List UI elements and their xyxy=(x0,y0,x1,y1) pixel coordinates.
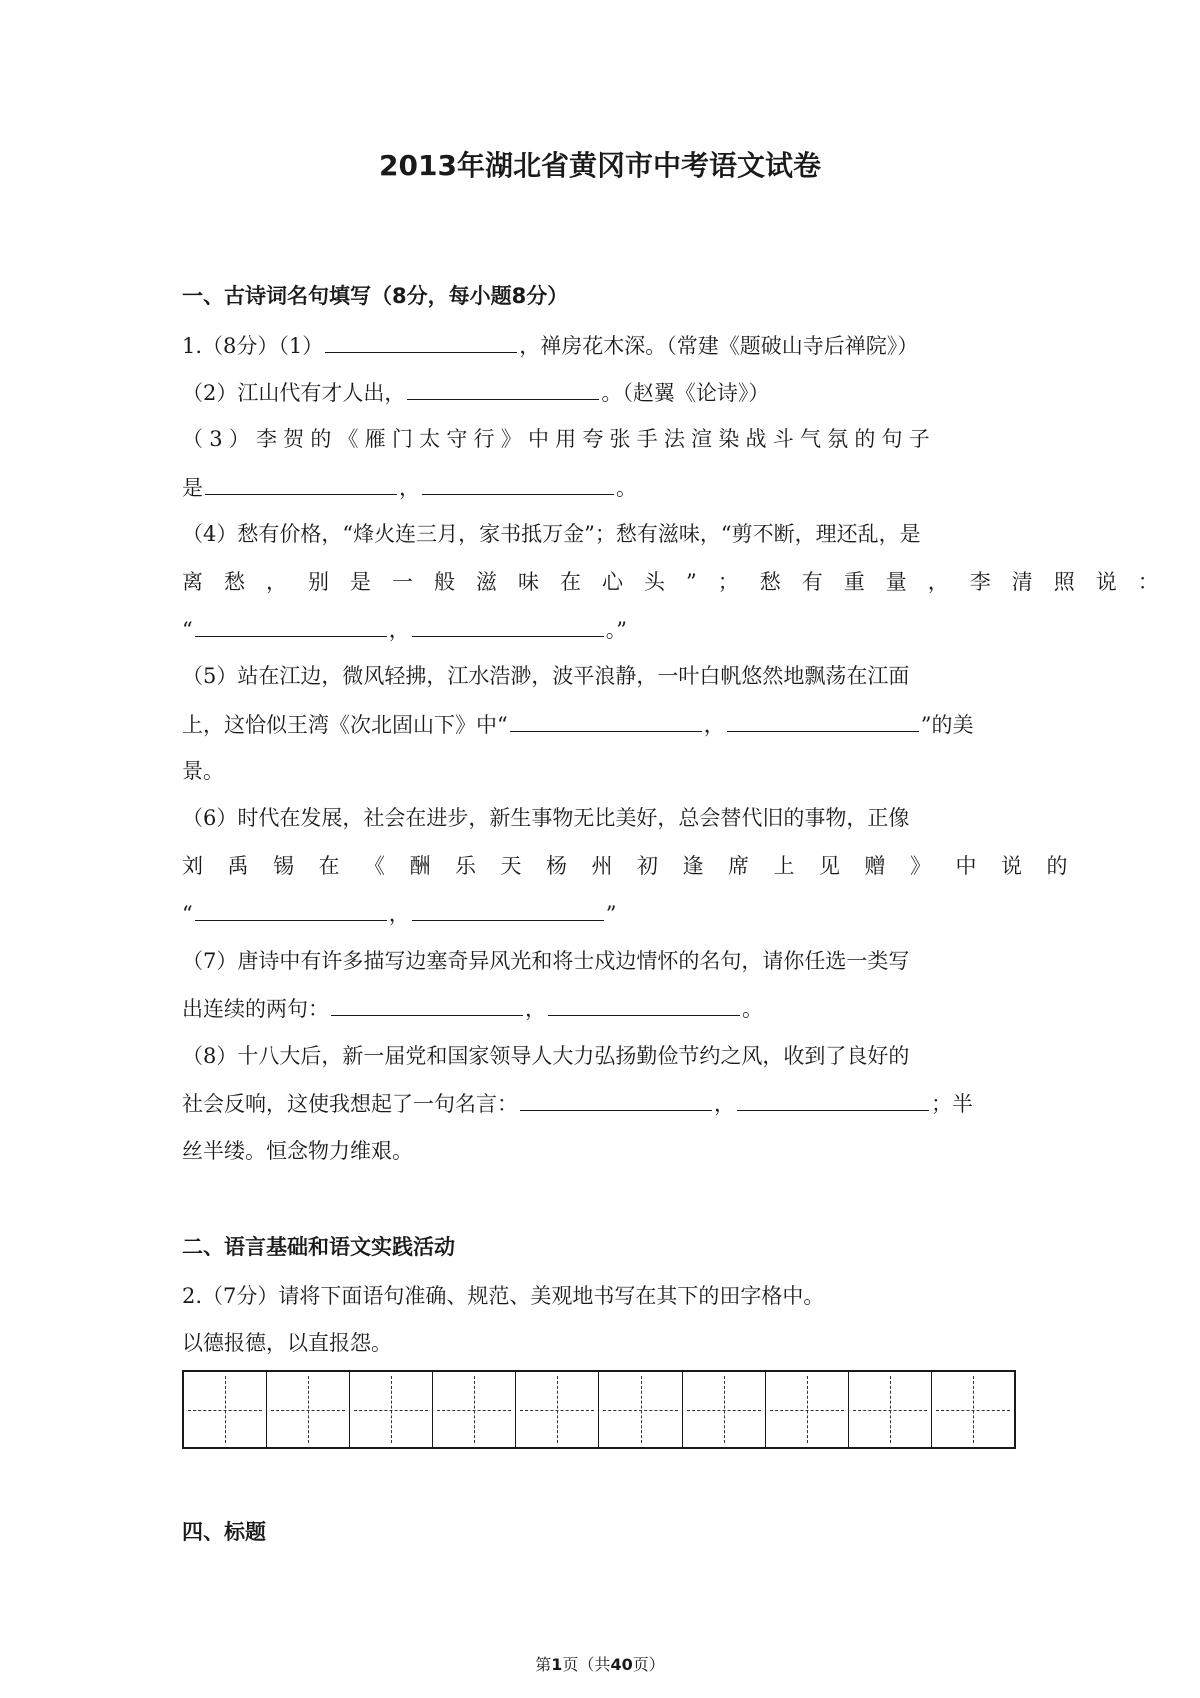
q2-prompt: 2.（7分）请将下面语句准确、规范、美观地书写在其下的田字格中。 xyxy=(182,1284,825,1308)
blank-14[interactable] xyxy=(737,1088,929,1111)
q1-line-13-mid: ， xyxy=(388,902,410,926)
q1-line-7-suffix: 。” xyxy=(605,618,627,642)
q1-line-9-suffix: ”的美 xyxy=(920,713,974,737)
q1-line-17-suffix: ；半 xyxy=(931,1092,973,1116)
blank-2[interactable] xyxy=(407,377,599,400)
q1-line-5: （4）愁有价格，“烽火连三月，家书抵万金”；愁有滋味，“剪不断，理还乱，是 xyxy=(182,522,921,546)
q1-line-13 xyxy=(182,898,1020,929)
blank-8[interactable] xyxy=(727,709,919,732)
q1-line-16: （8）十八大后，新一届党和国家领导人大力弘扬勤俭节约之风，收到了良好的 xyxy=(182,1044,910,1068)
q1-line-15 xyxy=(182,993,1020,1024)
q1-line-4-mid: ， xyxy=(399,476,420,500)
section1-heading: 一、古诗词名句填写（8分，每小题8分） xyxy=(182,284,569,308)
footer-post: 页） xyxy=(632,1655,665,1674)
q1-line-2 xyxy=(182,377,1020,408)
q1-line-4-suffix: 。 xyxy=(616,476,637,500)
grid-cell[interactable] xyxy=(350,1372,433,1447)
blank-6[interactable] xyxy=(412,614,604,637)
q1-line-7 xyxy=(182,614,1020,645)
footer-total-pages: 40 xyxy=(610,1655,633,1674)
footer-mid: 页（共 xyxy=(562,1655,611,1674)
blank-4[interactable] xyxy=(422,472,614,495)
q2-sentence: 以德报德，以直报怨。 xyxy=(182,1331,392,1355)
q1-line-7-prefix: “ xyxy=(182,618,193,642)
blank-3[interactable] xyxy=(205,472,397,495)
blank-13[interactable] xyxy=(520,1088,712,1111)
q1-line-15-prefix: 出连续的两句： xyxy=(182,997,329,1021)
blank-10[interactable] xyxy=(412,898,604,921)
q1-line-13-prefix: “ xyxy=(182,902,193,926)
blank-12[interactable] xyxy=(548,993,740,1016)
q1-line-4 xyxy=(182,472,1020,503)
q1-line-3: （3）李贺的《雁门太守行》中用夸张手法渲染战斗气氛的句子 xyxy=(182,427,936,451)
section4-heading: 四、标题 xyxy=(182,1520,266,1544)
page-title: 2013年湖北省黄冈市中考语文试卷 xyxy=(379,149,821,182)
q1-line-15-mid: ， xyxy=(525,997,546,1021)
q1-line-17 xyxy=(182,1088,1020,1119)
q1-line-6: 离愁，别是一般滋味在心头”；愁有重量，李清照说： xyxy=(182,570,1180,594)
q1-line-1-suffix: ，禅房花木深。（常建《题破山寺后禅院》） xyxy=(519,334,919,358)
section2-heading: 二、语言基础和语文实践活动 xyxy=(182,1235,455,1259)
blank-1[interactable] xyxy=(325,330,517,353)
grid-cell[interactable] xyxy=(932,1372,1014,1447)
q1-line-9-mid: ， xyxy=(703,713,725,737)
grid-cell[interactable] xyxy=(599,1372,682,1447)
blank-7[interactable] xyxy=(510,709,702,732)
q1-prefix: 1.（8分）（1） xyxy=(182,334,324,358)
grid-cell[interactable] xyxy=(766,1372,849,1447)
q1-line-17-mid: ， xyxy=(714,1092,735,1116)
tianzige-grid xyxy=(182,1370,1016,1449)
footer-pre: 第 xyxy=(535,1655,552,1674)
blank-5[interactable] xyxy=(195,614,387,637)
q1-line-9 xyxy=(182,709,1020,740)
page-footer xyxy=(0,1654,1200,1676)
q1-line-2-suffix: 。（赵翼《论诗》） xyxy=(601,381,770,405)
blank-11[interactable] xyxy=(331,993,523,1016)
q1-line-14: （7）唐诗中有许多描写边塞奇异风光和将士戍边情怀的名句，请你任选一类写 xyxy=(182,949,910,973)
q1-line-7-mid: ， xyxy=(388,618,410,642)
q1-line-8: （5）站在江边，微风轻拂，江水浩渺，波平浪静，一叶白帆悠然地飘荡在江面 xyxy=(182,664,910,688)
grid-cell[interactable] xyxy=(433,1372,516,1447)
grid-cell[interactable] xyxy=(184,1372,267,1447)
grid-cell[interactable] xyxy=(849,1372,932,1447)
q1-line-11: （6）时代在发展，社会在进步，新生事物无比美好，总会替代旧的事物，正像 xyxy=(182,806,910,830)
q1-line-15-suffix: 。 xyxy=(742,997,763,1021)
q1-line-17-prefix: 社会反响，这使我想起了一句名言： xyxy=(182,1092,518,1116)
q1-line-2-prefix: （2）江山代有才人出， xyxy=(182,381,406,405)
q1-line-1 xyxy=(182,330,1020,361)
q1-line-12: 刘禹锡在《酬乐天杨州初逢席上见赠》中说的 xyxy=(182,854,1092,878)
q1-line-9-prefix: 上，这恰似王湾《次北固山下》中“ xyxy=(182,713,508,737)
footer-page-number: 1 xyxy=(551,1655,563,1674)
grid-cell[interactable] xyxy=(267,1372,350,1447)
q1-line-13-suffix: ” xyxy=(605,902,617,926)
blank-9[interactable] xyxy=(195,898,387,921)
q1-line-18: 丝半缕。恒念物力维艰。 xyxy=(182,1139,413,1163)
q1-line-10: 景。 xyxy=(182,759,224,783)
grid-cell[interactable] xyxy=(683,1372,766,1447)
q1-line-4-prefix: 是 xyxy=(182,476,203,500)
grid-cell[interactable] xyxy=(516,1372,599,1447)
